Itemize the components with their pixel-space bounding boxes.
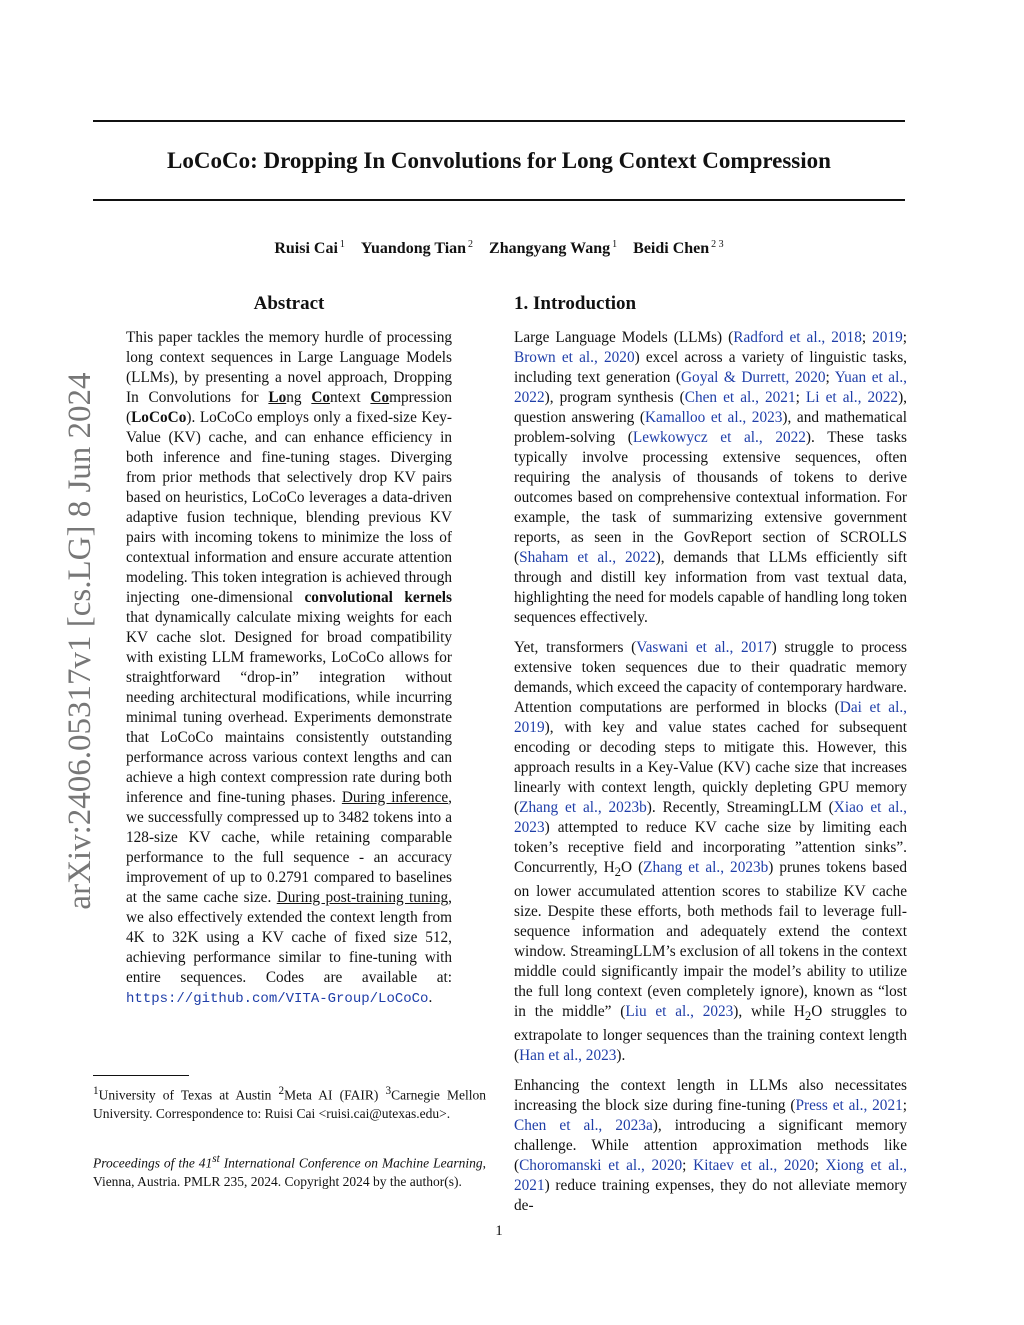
paper-title: LoCoCo: Dropping In Convolutions for Long Context Compression bbox=[167, 148, 831, 173]
author bbox=[274, 240, 345, 257]
title-bottom-rule bbox=[93, 199, 905, 201]
citation-link[interactable]: Zhang et al., 2023b bbox=[643, 859, 769, 876]
citation-link[interactable]: Radford et al., 2018 bbox=[733, 329, 862, 346]
intro-paragraph-3: Enhancing the context length in LLMs also necessitates increasing the block size during fine-tuning (Press et al., 2021; Chen et al., 2023a), introducing a significant memory challenge. While attention approximation methods like (Choromanski et al., 2020; Kitaev et al., 2020; Xiong et al., 2021) reduce training expenses, they do not alleviate memory de- bbox=[514, 1077, 908, 1215]
author-list bbox=[93, 234, 905, 260]
introduction-heading: 1. Introduction bbox=[514, 293, 637, 314]
arxiv-stamp-text: arXiv:2406.05317v1 [cs.LG] 8 Jun 2024 bbox=[62, 372, 98, 910]
citation-link[interactable]: Goyal & Durrett, 2020 bbox=[681, 369, 826, 386]
title-top-rule bbox=[93, 120, 905, 122]
affiliation-mark: 1 bbox=[339, 239, 345, 250]
author bbox=[633, 240, 724, 257]
author-name: Yuandong Tian bbox=[360, 240, 467, 258]
citation-link[interactable]: Kamalloo et al., 2023 bbox=[644, 409, 783, 426]
citation-link[interactable]: Li et al., 2022 bbox=[805, 389, 899, 406]
author-name: Ruisi Cai bbox=[274, 240, 338, 258]
citation-link[interactable]: Lewkowycz et al., 2022 bbox=[632, 429, 806, 446]
introduction-column bbox=[514, 294, 907, 1226]
code-link[interactable]: https://github.com/VITA-Group/LoCoCo bbox=[126, 991, 429, 1007]
citation-link[interactable]: Liu et al., 2023 bbox=[625, 1003, 734, 1021]
acronym-letter: Co bbox=[311, 389, 331, 406]
affiliation-mark: 1 bbox=[612, 239, 618, 250]
affiliation-mark: 2 3 bbox=[711, 239, 724, 250]
proceedings-note: Proceedings of the 41st International Conference on Machine Learning, Vienna, Austria. PMLR 235, 2024. Copyright 2024 by the author(s). bbox=[93, 1153, 486, 1189]
citation-link[interactable]: Shaham et al., 2022 bbox=[519, 549, 656, 566]
abstract-column bbox=[126, 294, 452, 1019]
citation-link[interactable]: Chen et al., 2021 bbox=[684, 389, 796, 406]
citation-link[interactable]: Han et al., 2023 bbox=[519, 1047, 617, 1065]
citation-link[interactable]: 2019 bbox=[872, 329, 903, 346]
affiliations-footnote: $^1$University of Texas at Austin $^2$Meta AI (FAIR) $^3$Carnegie Mellon University. Correspondence to: Ruisi Cai <ruisi.cai@utexas.edu>. bbox=[93, 1085, 486, 1121]
citation-link[interactable]: Chen et al., 2023a bbox=[514, 1117, 653, 1135]
acronym-letter: Lo bbox=[268, 389, 287, 406]
affiliation-mark: 2 bbox=[468, 239, 474, 250]
citation-link[interactable]: Xiao et al., 2023 bbox=[514, 799, 907, 836]
underlined-phrase: During post-training tuning bbox=[276, 889, 449, 906]
citation-link[interactable]: Kitaev et al., 2020 bbox=[693, 1157, 815, 1175]
arxiv-stamp bbox=[20, 352, 98, 930]
citation-link[interactable]: Zhang et al., 2023b bbox=[519, 799, 647, 816]
acronym-letter: Co bbox=[370, 389, 390, 406]
abstract-body: This paper tackles the memory hurdle of processing long context sequences in Large Language Models (LLMs), by presenting a novel approach, Dropping In Convolutions for Long Context Compression (LoCoCo). LoCoCo employs only a fixed-size Key-Value (KV) cache, and can enhance efficiency in both inference and fine-tuning stages. Diverging from prior methods that selectively drop KV pairs based on heuristics, LoCoCo leverages a data-driven adaptive fusion technique, blending previous KV pairs with incoming tokens to minimize the loss of contextual information and ensure accurate attention modeling. This token integration is achieved through injecting one-dimensional convolutional kernels that dynamically calculate mixing weights for each KV cache slot. Designed for broad compatibility with existing LLM frameworks, LoCoCo allows for straightforward “drop-in” integration without needing architectural modifications, while incurring minimal tuning overhead. Experiments demonstrate that LoCoCo maintains consistently outstanding performance across various context lengths and can achieve a high context compression rate during both inference and fine-tuning phases. During inference, we successfully compressed up to 3482 tokens into a 128-size KV cache, while retaining comparable performance to the full sequence - an accuracy improvement of up to 0.2791 compared to baselines at the same cache size. During post-training tuning, we also effectively extended the context length from 4K to 32K using a KV cache of fixed size 512, achieving performance similar to fine-tuning with entire sequences. Codes are available at: https://github.com/VITA-Group/LoCoCo. bbox=[126, 329, 452, 1007]
citation-link[interactable]: Choromanski et al., 2020 bbox=[519, 1157, 683, 1175]
abstract-heading: Abstract bbox=[253, 293, 325, 314]
bold-term: convolutional kernels bbox=[304, 589, 452, 606]
author bbox=[361, 240, 473, 257]
author-name: Zhangyang Wang bbox=[489, 240, 611, 258]
citation-link[interactable]: Dai et al., 2019 bbox=[514, 699, 907, 736]
citation-link[interactable]: Brown et al., 2020 bbox=[514, 349, 635, 366]
intro-paragraph-1: Large Language Models (LLMs) (Radford et al., 2018; 2019; Brown et al., 2020) excel across a variety of linguistic tasks, including text generation (Goyal & Durrett, 2020; Yuan et al., 2022), program synthesis (Chen et al., 2021; Li et al., 2022), question answering (Kamalloo et al., 2023), and mathematical problem-solving (Lewkowycz et al., 2022). These tasks typically involve processing extensive sequences, often requiring the analysis of thousands of tokens to derive outcomes based on comprehensive contextual information. For example, the task of summarizing extensive government reports, as seen in the GovReport section of SCROLLS (Shaham et al., 2022), demands that LLMs efficiently sift through and distill key information from vast textual data, highlighting the need for models capable of handling long token sequences effectively. bbox=[514, 329, 908, 626]
page-number: 1 bbox=[495, 1223, 503, 1239]
citation-link[interactable]: Yuan et al., 2022 bbox=[514, 369, 907, 406]
author-name: Beidi Chen bbox=[633, 240, 710, 258]
method-name: LoCoCo bbox=[131, 409, 187, 426]
intro-paragraph-2: Yet, transformers (Vaswani et al., 2017) struggle to process extensive token sequences due to their quadratic memory demands, which exceed the capacity of contemporary hardware. Attention computations are performed in blocks (Dai et al., 2019), with key and value states cached for subsequent encoding or decoding steps to mitigate this. However, this approach results in a Key-Value (KV) cache size that increases linearly with context length, quickly depleting GPU memory (Zhang et al., 2023b). Recently, StreamingLLM (Xiao et al., 2023) attempted to reduce KV cache size by limiting each token’s receptive field and incorporating ”attention sinks”. Concurrently, $H_2O$ (Zhang et al., 2023b) prunes tokens based on lower accumulated attention scores to stabilize KV cache size. Despite these efforts, both methods fail to leverage full-sequence information and adequately extend the context window. StreamingLLM’s exclusion of all tokens in the context middle could significantly impair the model’s ability to utilize the full long context (even completely ignore), known as “lost in the middle” (Liu et al., 2023), while $H_2O$ struggles to extrapolate to longer sequences than the training context length (Han et al., 2023). bbox=[514, 639, 908, 1065]
underlined-phrase: During inference bbox=[341, 789, 449, 806]
citation-link[interactable]: Xiong et al., 2021 bbox=[514, 1157, 907, 1195]
citation-link[interactable]: Vaswani et al., 2017 bbox=[636, 639, 772, 656]
footnote-separator bbox=[93, 1075, 189, 1076]
author bbox=[489, 240, 617, 257]
citation-link[interactable]: Press et al., 2021 bbox=[795, 1097, 903, 1115]
